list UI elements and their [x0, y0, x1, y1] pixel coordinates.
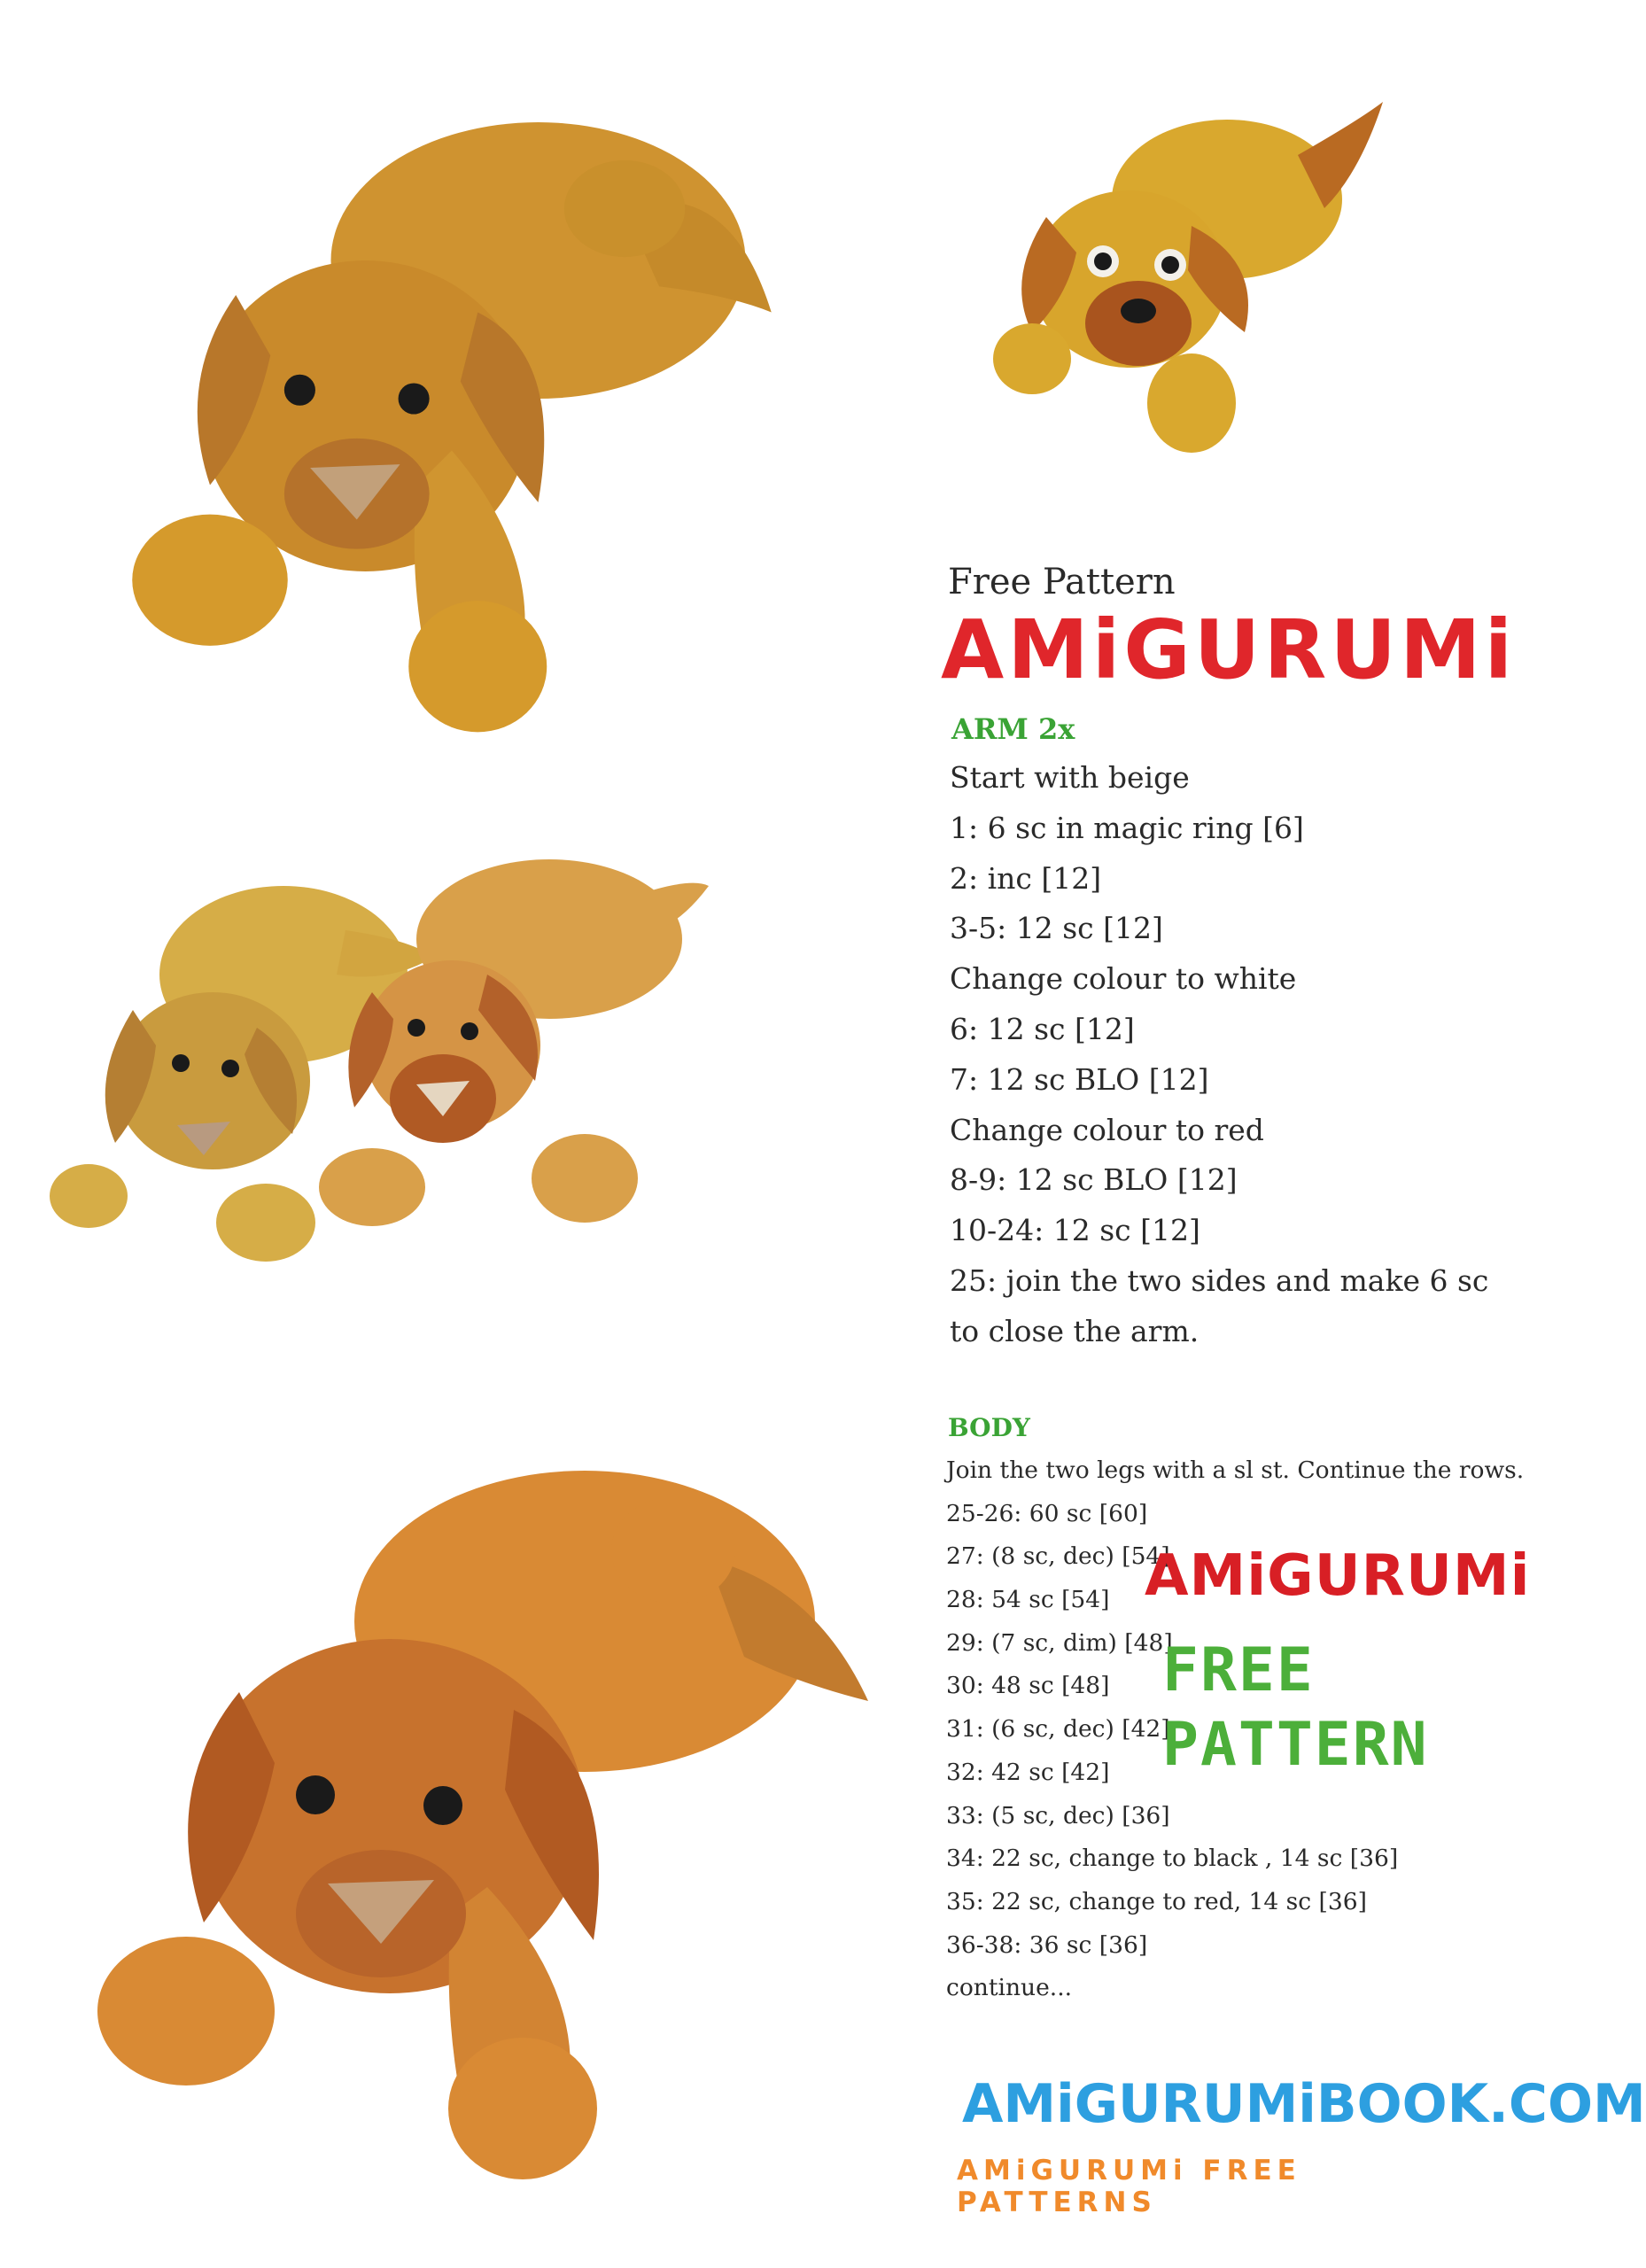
dog-photo-large-bottom [89, 1409, 886, 2188]
free-badge: FREE [1162, 1635, 1315, 1705]
arm-line: 6: 12 sc [12] [950, 1011, 1135, 1046]
body-line: 34: 22 sc, change to black , 14 sc [36] [946, 1845, 1399, 1873]
body-line: Join the two legs with a sl st. Continue the rows. [946, 1456, 1525, 1484]
arm-line: to close the arm. [950, 1313, 1200, 1348]
arm-line: Change colour to red [950, 1112, 1264, 1147]
body-line: 30: 48 sc [48] [946, 1672, 1110, 1700]
amigurumi-title: AMiGURUMi [941, 602, 1517, 697]
site-tagline: AMiGURUMi FREE PATTERNS [957, 2155, 1301, 2218]
arm-line: 25: join the two sides and make 6 sc [950, 1262, 1489, 1298]
dog-photo-large-top [106, 53, 797, 744]
pattern-badge: PATTERN [1162, 1710, 1429, 1780]
two-dogs-photo [53, 833, 886, 1293]
body-line: continue... [946, 1974, 1073, 2002]
arm-line: Start with beige [950, 760, 1190, 795]
site-url: AMiGURUMiBOOK.COM [962, 2073, 1646, 2135]
arm-line: 2: inc [12] [950, 860, 1102, 896]
arm-line: 1: 6 sc in magic ring [6] [950, 810, 1304, 845]
arm-line: 3-5: 12 sc [12] [950, 911, 1163, 946]
arm-section-title: ARM 2x [951, 712, 1075, 746]
arm-line: Change colour to white [950, 961, 1297, 997]
body-line: 25-26: 60 sc [60] [946, 1499, 1148, 1527]
arm-line: 8-9: 12 sc BLO [12] [950, 1162, 1238, 1198]
arm-line: 10-24: 12 sc [12] [950, 1213, 1200, 1248]
arm-line: 7: 12 sc BLO [12] [950, 1061, 1209, 1097]
body-line: 29: (7 sc, dim) [48] [946, 1628, 1173, 1657]
body-line: 36-38: 36 sc [36] [946, 1930, 1148, 1959]
body-line: 28: 54 sc [54] [946, 1586, 1110, 1614]
body-line: 35: 22 sc, change to red, 14 sc [36] [946, 1887, 1367, 1915]
body-line: 27: (8 sc, dec) [54] [946, 1542, 1170, 1571]
arm-instructions [950, 753, 1488, 1357]
body-line: 32: 42 sc [42] [946, 1758, 1110, 1786]
free-pattern-heading: Free Pattern [948, 562, 1176, 602]
body-line: 33: (5 sc, dec) [36] [946, 1801, 1170, 1829]
amigurumi-badge: AMiGURUMi [1145, 1543, 1531, 1609]
dog-photo-small-top [997, 84, 1386, 456]
body-section-title: BODY [948, 1413, 1030, 1442]
body-line: 31: (6 sc, dec) [42] [946, 1715, 1170, 1744]
